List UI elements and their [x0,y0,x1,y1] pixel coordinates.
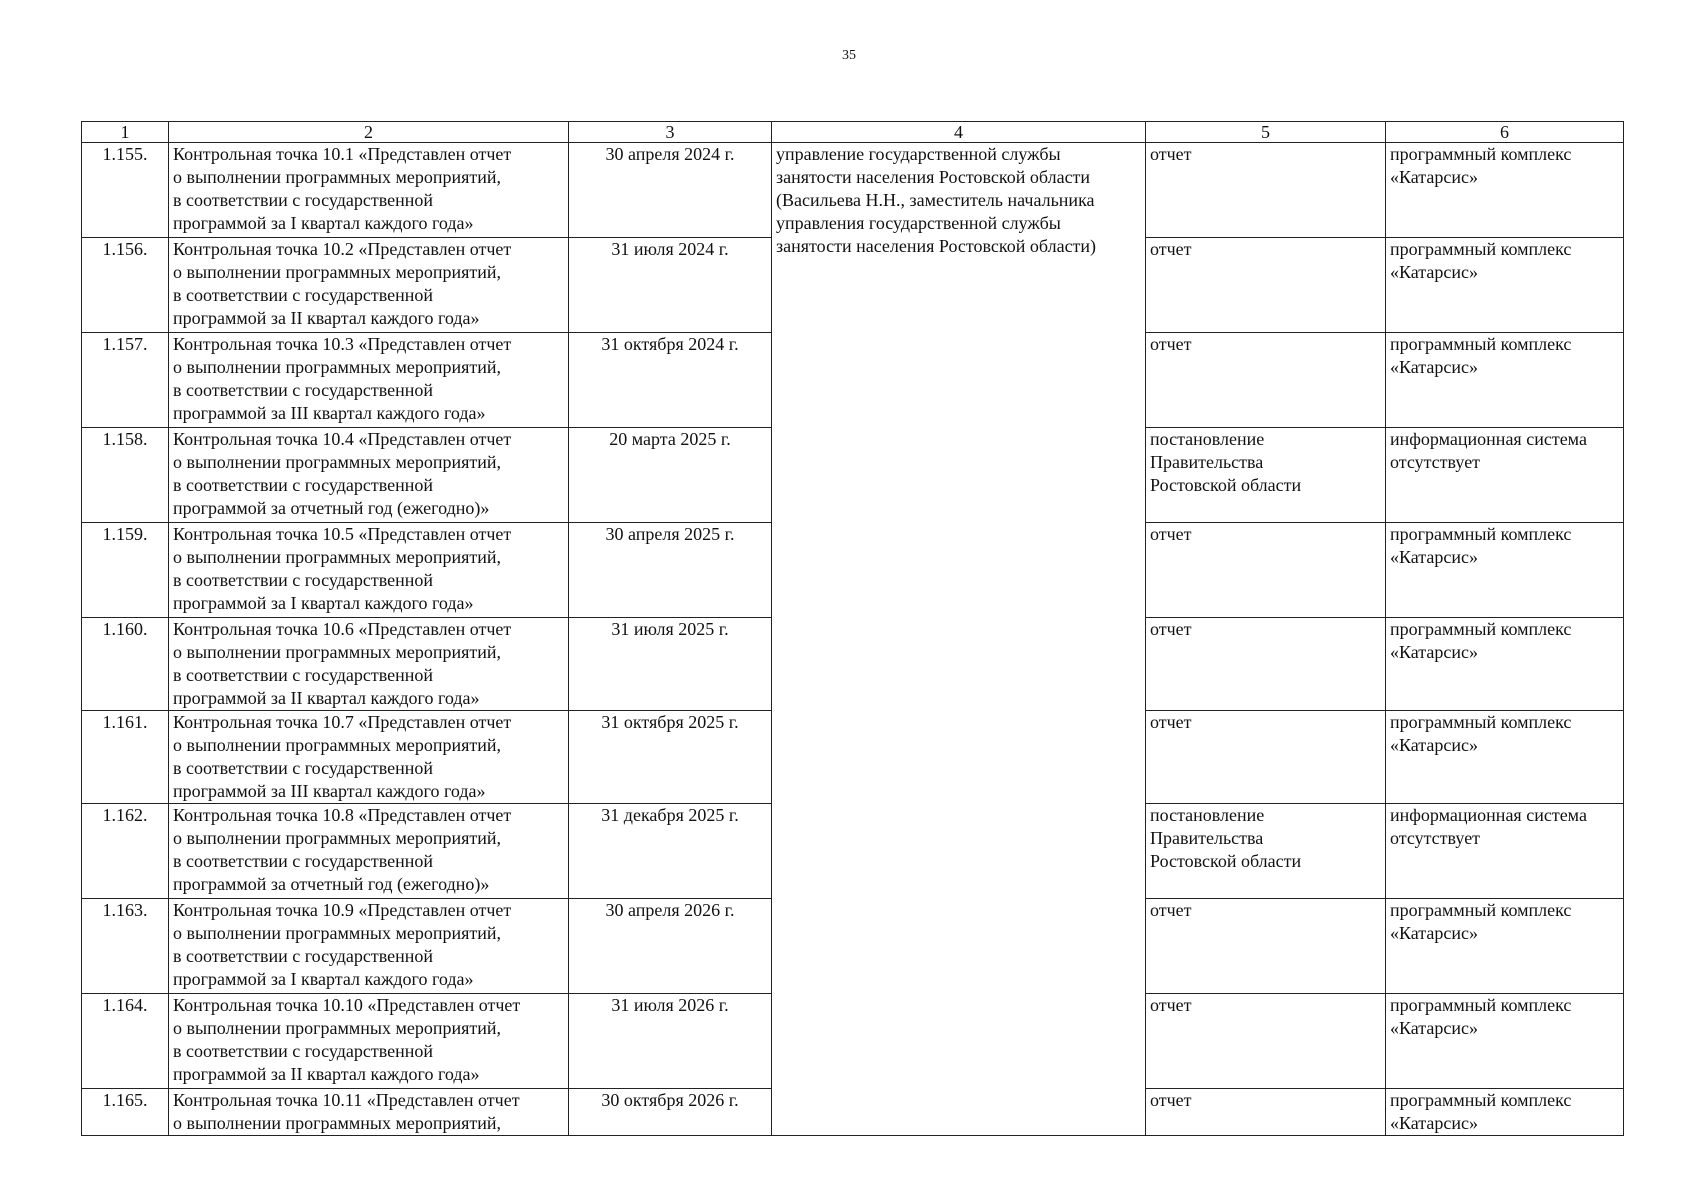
system-line: информационная система [1390,429,1587,449]
row-number: 1.156. [82,238,169,333]
deadline-date: 31 октября 2025 г. [569,711,772,804]
information-system [1386,804,1624,899]
table-body [82,143,1624,1136]
control-point-description [169,333,569,428]
control-point-description [169,994,569,1089]
confirming-document [1146,523,1386,618]
description-line: Контрольная точка 10.5 «Представлен отчет [173,524,512,544]
control-point-description [169,899,569,994]
row-number: 1.161. [82,711,169,804]
description-line: в соответствии с государственной [173,570,433,590]
system-line: программный комплекс [1390,334,1572,354]
document-line: постановление [1150,429,1265,449]
description-line: программой за I квартал каждого года» [173,213,474,233]
information-system [1386,1089,1624,1136]
confirming-document [1146,1089,1386,1136]
system-line: программный комплекс [1390,712,1572,732]
column-header: 4 [772,122,1146,143]
system-line: «Катарсис» [1390,923,1478,943]
document-line: отчет [1150,524,1192,544]
information-system [1386,618,1624,711]
description-line: о выполнении программных мероприятий, [173,262,502,282]
description-line: о выполнении программных мероприятий, [173,1113,502,1133]
system-line: отсутствует [1390,828,1481,848]
description-line: в соответствии с государственной [173,190,433,210]
description-line: Контрольная точка 10.9 «Представлен отчет [173,900,512,920]
description-line: о выполнении программных мероприятий, [173,167,502,187]
control-point-description [169,618,569,711]
page-number: 35 [842,48,856,63]
system-line: информационная система [1390,805,1587,825]
document-line: постановление [1150,805,1265,825]
deadline-date: 30 апреля 2024 г. [569,143,772,238]
information-system [1386,994,1624,1089]
control-point-description [169,711,569,804]
row-number: 1.159. [82,523,169,618]
confirming-document [1146,143,1386,238]
system-line: «Катарсис» [1390,1113,1478,1133]
deadline-date: 31 июля 2026 г. [569,994,772,1089]
system-line: «Катарсис» [1390,547,1478,567]
description-line: Контрольная точка 10.4 «Представлен отчет [173,429,512,449]
row-number: 1.158. [82,428,169,523]
description-line: в соответствии с государственной [173,946,433,966]
system-line: программный комплекс [1390,995,1572,1015]
control-point-description [169,238,569,333]
description-line: в соответствии с государственной [173,665,433,685]
description-line: программой за I квартал каждого года» [173,593,474,613]
description-line: о выполнении программных мероприятий, [173,547,502,567]
confirming-document [1146,994,1386,1089]
system-line: «Катарсис» [1390,167,1478,187]
document-line: отчет [1150,334,1192,354]
confirming-document [1146,333,1386,428]
row-number: 1.165. [82,1089,169,1136]
control-point-description [169,428,569,523]
confirming-document [1146,618,1386,711]
description-line: программой за отчетный год (ежегодно)» [173,874,490,894]
information-system [1386,711,1624,804]
system-line: «Катарсис» [1390,262,1478,282]
deadline-date: 31 июля 2025 г. [569,618,772,711]
description-line: программой за II квартал каждого года» [173,1064,480,1084]
description-line: о выполнении программных мероприятий, [173,923,502,943]
deadline-date: 31 декабря 2025 г. [569,804,772,899]
system-line: «Катарсис» [1390,357,1478,377]
description-line: программой за II квартал каждого года» [173,308,480,328]
document-line: отчет [1150,239,1192,259]
control-point-description [169,143,569,238]
description-line: о выполнении программных мероприятий, [173,452,502,472]
system-line: «Катарсис» [1390,642,1478,662]
executor-line: управление государственной службы [776,144,1061,164]
description-line: Контрольная точка 10.8 «Представлен отчет [173,805,512,825]
system-line: отсутствует [1390,452,1481,472]
description-line: Контрольная точка 10.3 «Представлен отчет [173,334,512,354]
description-line: Контрольная точка 10.1 «Представлен отчет [173,144,512,164]
executor-line: управления государственной службы [776,213,1061,233]
document-line: Ростовской области [1150,851,1302,871]
system-line: «Катарсис» [1390,1018,1478,1038]
system-line: программный комплекс [1390,239,1572,259]
description-line: о выполнении программных мероприятий, [173,1018,502,1038]
control-points-table [81,121,1624,1136]
control-point-description [169,1089,569,1136]
executor-line: (Васильева Н.Н., заместитель начальника [776,190,1095,210]
table-header-row [82,122,1624,143]
confirming-document [1146,238,1386,333]
row-number: 1.162. [82,804,169,899]
executor-line: занятости населения Ростовской области [776,167,1091,187]
system-line: «Катарсис» [1390,735,1478,755]
confirming-document [1146,711,1386,804]
system-line: программный комплекс [1390,619,1572,639]
row-number: 1.163. [82,899,169,994]
confirming-document [1146,899,1386,994]
confirming-document [1146,804,1386,899]
information-system [1386,333,1624,428]
column-header: 5 [1146,122,1386,143]
description-line: в соответствии с государственной [173,285,433,305]
description-line: в соответствии с государственной [173,475,433,495]
description-line: программой за II квартал каждого года» [173,688,480,708]
executor-line: занятости населения Ростовской области) [776,236,1097,256]
column-header: 1 [82,122,169,143]
document-line: отчет [1150,1090,1192,1110]
description-line: Контрольная точка 10.2 «Представлен отчет [173,239,512,259]
description-line: в соответствии с государственной [173,758,433,778]
deadline-date: 30 октября 2026 г. [569,1089,772,1136]
row-number: 1.155. [82,143,169,238]
deadline-date: 31 июля 2024 г. [569,238,772,333]
system-line: программный комплекс [1390,524,1572,544]
table-row [82,143,1624,238]
column-header: 3 [569,122,772,143]
description-line: о выполнении программных мероприятий, [173,828,502,848]
system-line: программный комплекс [1390,144,1572,164]
system-line: программный комплекс [1390,1090,1572,1110]
description-line: Контрольная точка 10.11 «Представлен отчет [173,1090,520,1110]
document-line: Правительства [1150,828,1264,848]
description-line: программой за I квартал каждого года» [173,969,474,989]
information-system [1386,238,1624,333]
deadline-date: 31 октября 2024 г. [569,333,772,428]
control-point-description [169,804,569,899]
description-line: программой за отчетный год (ежегодно)» [173,498,490,518]
confirming-document [1146,428,1386,523]
document-line: отчет [1150,712,1192,732]
row-number: 1.160. [82,618,169,711]
information-system [1386,523,1624,618]
document-line: отчет [1150,144,1192,164]
description-line: о выполнении программных мероприятий, [173,357,502,377]
information-system [1386,428,1624,523]
description-line: Контрольная точка 10.7 «Представлен отчет [173,712,512,732]
row-number: 1.157. [82,333,169,428]
description-line: Контрольная точка 10.6 «Представлен отчет [173,619,512,639]
description-line: в соответствии с государственной [173,1041,433,1061]
description-line: Контрольная точка 10.10 «Представлен отчет [173,995,521,1015]
document-line: отчет [1150,995,1192,1015]
deadline-date: 30 апреля 2026 г. [569,899,772,994]
document-line: Правительства [1150,452,1264,472]
description-line: в соответствии с государственной [173,851,433,871]
control-point-description [169,523,569,618]
system-line: программный комплекс [1390,900,1572,920]
deadline-date: 30 апреля 2025 г. [569,523,772,618]
document-line: отчет [1150,619,1192,639]
description-line: программой за III квартал каждого года» [173,781,486,801]
information-system [1386,143,1624,238]
deadline-date: 20 марта 2025 г. [569,428,772,523]
row-number: 1.164. [82,994,169,1089]
column-header: 6 [1386,122,1624,143]
description-line: о выполнении программных мероприятий, [173,642,502,662]
description-line: программой за III квартал каждого года» [173,403,486,423]
document-line: отчет [1150,900,1192,920]
description-line: о выполнении программных мероприятий, [173,735,502,755]
responsible-executor [772,143,1146,1136]
information-system [1386,899,1624,994]
column-header: 2 [169,122,569,143]
description-line: в соответствии с государственной [173,380,433,400]
document-line: Ростовской области [1150,475,1302,495]
